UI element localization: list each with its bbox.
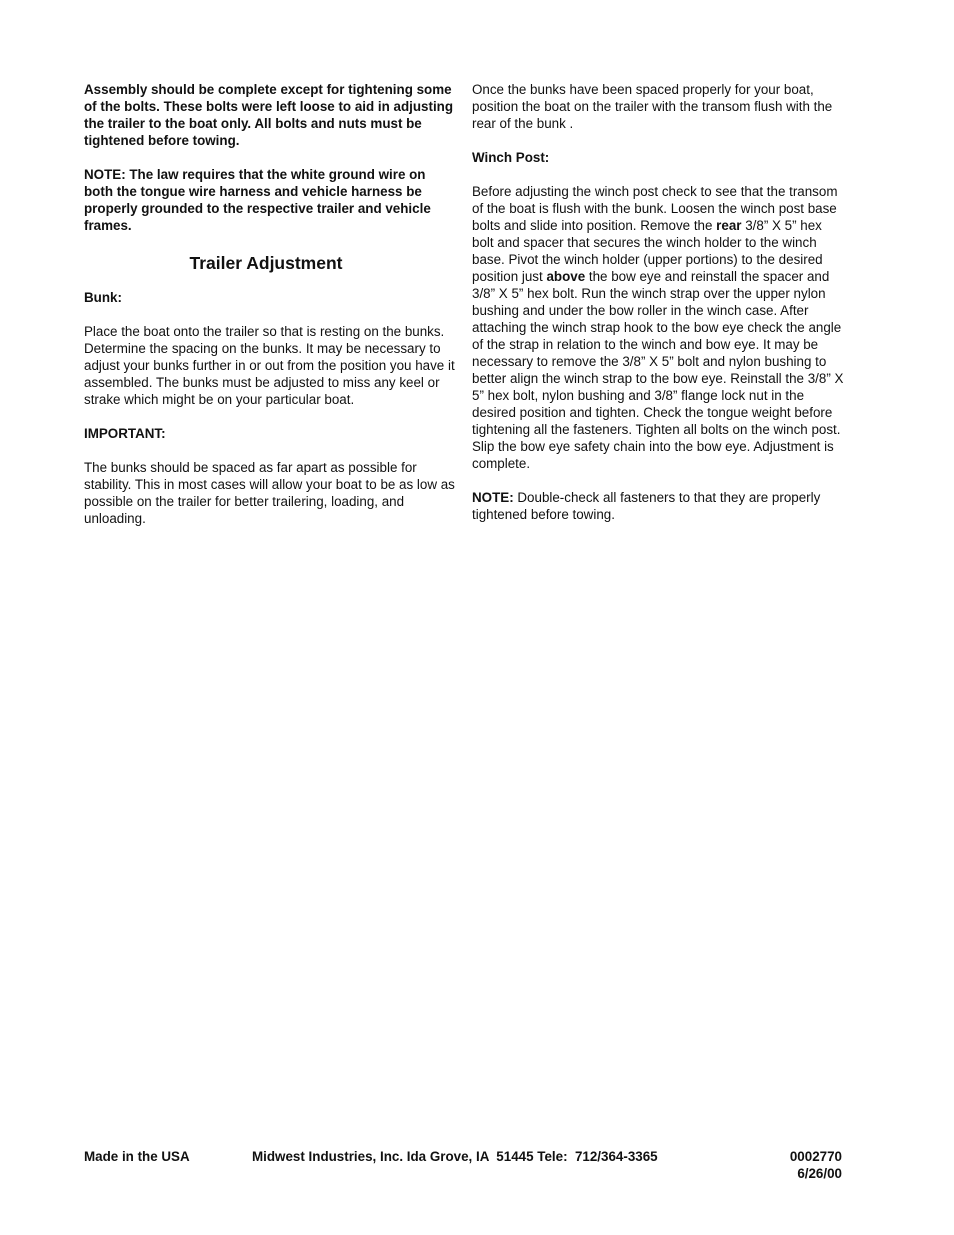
winch-text-3: the bow eye and reinstall the spacer and 3/8” X 5” hex bolt. Run the winch strap over the upper nylon bushing and under the bow roller in the winch case. After attaching the winch strap hook to the bow eye check the angle of the strap in relation to the winch and bow eye. It may be necessary to remove the 3/8” X 5” bolt and nylon bushing to better align the winch strap to the bow eye. Reinstall the 3/8” X 5” hex bolt, nylon bushing and 3/8” flange lock nut in the desired position and tighten. Check the tongue weight before tightening all the fasteners. Tighten all bolts on the winch post. Slip the bow eye safety chain into the bow eye. Adjustment is complete. [472, 269, 844, 471]
footer-made-in: Made in the USA [84, 1149, 190, 1164]
winch-bold-rear: rear [716, 218, 742, 233]
important-heading: IMPORTANT: [84, 426, 166, 441]
fastener-note-label: NOTE: [472, 490, 514, 505]
right-column [472, 81, 844, 540]
footer-doc-info [760, 1148, 842, 1182]
doc-number: 0002770 [789, 1149, 842, 1164]
footer-company: Midwest Industries, Inc. Ida Grove, IA 51445 Tele: 712/364-3365 [252, 1149, 658, 1164]
winch-post-text [472, 183, 844, 472]
important-text: The bunks should be spaced as far apart as possible for stability. This in most cases will allow your boat to be as low as possible on the trailer for better trailering, loading, and unloading. [84, 460, 455, 526]
bunk-heading: Bunk: [84, 290, 122, 305]
winch-text-1: Before adjusting the winch post check to see that the transom of the boat is flush with the bunk. Loosen the winch post base bolts and slide into position. Remove the [472, 184, 838, 233]
winch-text-2: 3/8” X 5” hex bolt and spacer that secures the winch holder to the winch base. Pivot the winch holder (upper portions) to the desired position just [472, 218, 823, 284]
doc-date: 6/26/00 [797, 1166, 842, 1181]
ground-wire-note: NOTE: The law requires that the white ground wire on both the tongue wire harness and vehicle harness be properly grounded to the respective trailer and vehicle frames. [84, 167, 431, 233]
fastener-note [472, 489, 844, 523]
bunk-followup-text: Once the bunks have been spaced properly for your boat, position the boat on the trailer with the transom flush with the rear of the bunk . [472, 82, 833, 131]
winch-bold-above: above [546, 269, 586, 284]
fastener-note-text: Double-check all fasteners to that they are properly tightened before towing. [472, 490, 821, 522]
winch-post-heading: Winch Post: [472, 150, 550, 165]
assembly-intro: Assembly should be complete except for tightening some of the bolts. These bolts were left loose to aid in adjusting the trailer to the boat only. All bolts and nuts must be tightened before towing. [84, 82, 454, 148]
bunk-text: Place the boat onto the trailer so that is resting on the bunks. Determine the spacing on the bunks. It may be necessary to adjust your bunks further in or out from the position you have it assembled. The bunks must be adjusted to miss any keel or strake which might be on your particular boat. [84, 324, 455, 407]
left-column [84, 81, 456, 544]
section-title: Trailer Adjustment [189, 253, 343, 273]
